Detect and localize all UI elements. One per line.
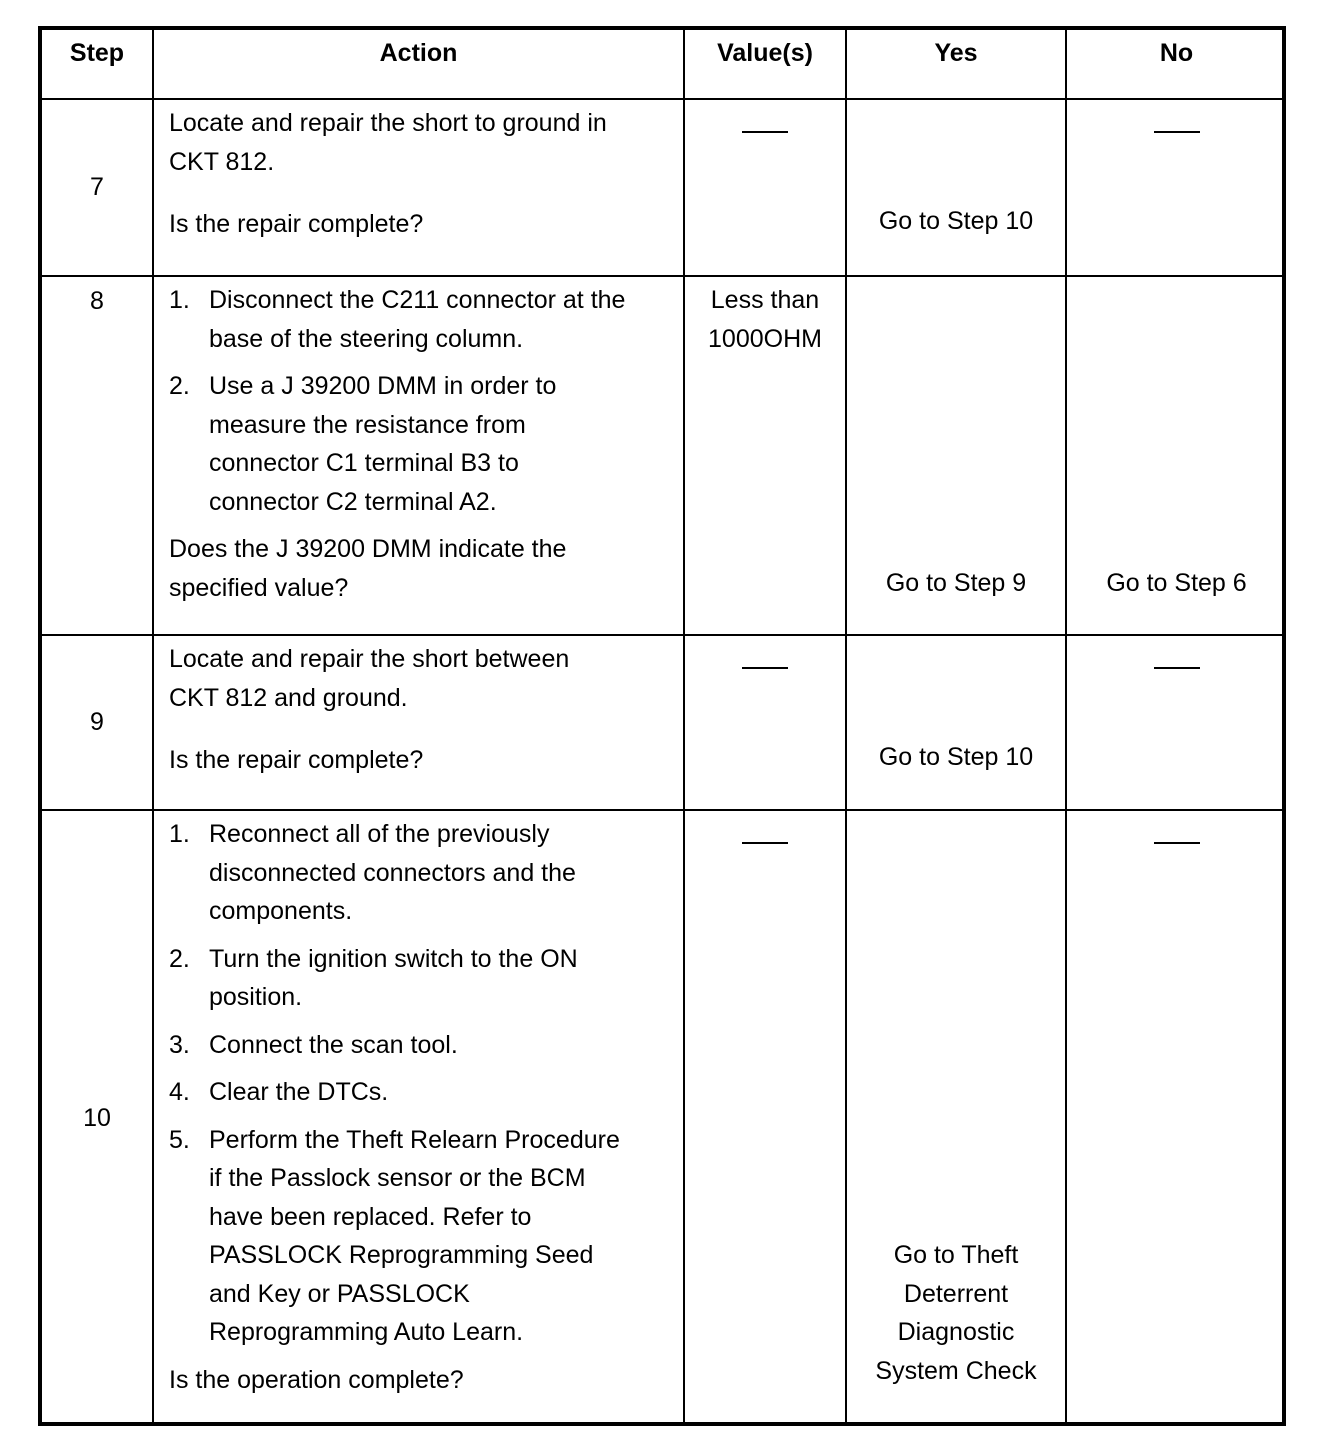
- yes-text: Go to Step 10: [878, 207, 1034, 235]
- action-question: Is the repair complete?: [169, 746, 424, 774]
- yes-cell: [847, 811, 1067, 1425]
- no-cell: [1067, 277, 1286, 636]
- value-cell: [685, 811, 847, 1425]
- action-line: CKT 812 and ground.: [169, 683, 408, 712]
- value-dash: [742, 131, 788, 133]
- yes-text: Go to Step 9: [885, 569, 1027, 597]
- action-line: Locate and repair the short between: [169, 645, 570, 673]
- list-item-line: Disconnect the C211 connector at the: [209, 286, 626, 314]
- list-item-line: components.: [209, 897, 353, 925]
- list-item-line: PASSLOCK Reprogramming Seed: [209, 1241, 594, 1269]
- yes-line: System Check: [875, 1356, 1037, 1385]
- list-item-line: disconnected connectors and the: [209, 858, 576, 887]
- step-number: 7: [42, 100, 154, 277]
- yes-line: Diagnostic: [897, 1318, 1015, 1346]
- value-cell: [685, 277, 847, 636]
- list-item-number: 2.: [169, 372, 190, 400]
- step-number: 10: [42, 811, 154, 1425]
- value-cell: [685, 100, 847, 277]
- value-dash: [742, 667, 788, 669]
- list-item: [169, 940, 673, 1017]
- list-item-line: Use a J 39200 DMM in order to: [209, 372, 557, 400]
- no-dash: [1154, 842, 1200, 844]
- yes-line: Deterrent: [903, 1279, 1009, 1308]
- yes-line: Go to Theft: [893, 1241, 1019, 1269]
- action-question-line: Does the J 39200 DMM indicate the: [169, 535, 567, 563]
- list-item-line: Reconnect all of the previously: [209, 820, 550, 848]
- list-item: [169, 1073, 673, 1112]
- list-item-line: Connect the scan tool.: [209, 1030, 458, 1059]
- yes-text: Go to Step 10: [878, 743, 1034, 771]
- no-dash: [1154, 131, 1200, 133]
- header-no: No: [1067, 30, 1286, 100]
- header-values: Value(s): [685, 30, 847, 100]
- list-item-line: connector C2 terminal A2.: [209, 487, 497, 516]
- step-number: 8: [42, 277, 154, 636]
- list-item-line: if the Passlock sensor or the BCM: [209, 1164, 586, 1192]
- list-item: [169, 1121, 673, 1352]
- action-question-line: specified value?: [169, 573, 349, 602]
- list-item-number: 1.: [169, 820, 190, 848]
- action-line: CKT 812.: [169, 147, 275, 176]
- header-yes: Yes: [847, 30, 1067, 100]
- no-dash: [1154, 667, 1200, 669]
- yes-cell: [847, 636, 1067, 811]
- list-item-line: have been replaced. Refer to: [209, 1202, 532, 1231]
- action-cell: [154, 636, 685, 811]
- action-cell: [154, 811, 685, 1425]
- no-text: Go to Step 6: [1106, 569, 1247, 597]
- value-cell: [685, 636, 847, 811]
- header-action: Action: [154, 30, 685, 100]
- step-number: 9: [42, 636, 154, 811]
- list-item-line: base of the steering column.: [209, 324, 524, 353]
- list-item-number: 1.: [169, 286, 190, 314]
- list-item-line: connector C1 terminal B3 to: [209, 449, 519, 477]
- yes-text-block: [847, 1236, 1065, 1390]
- list-item-number: 3.: [169, 1030, 190, 1059]
- value-dash: [742, 842, 788, 844]
- action-cell: [154, 100, 685, 277]
- action-question: Is the operation complete?: [169, 1365, 464, 1394]
- value-line: Less than: [710, 286, 820, 314]
- list-item-number: 5.: [169, 1125, 190, 1154]
- list-item-number: 4.: [169, 1078, 190, 1106]
- list-item-line: Turn the ignition switch to the ON: [209, 944, 578, 973]
- no-cell: [1067, 636, 1286, 811]
- list-item: [169, 367, 673, 521]
- action-question: Is the repair complete?: [169, 210, 424, 238]
- action-cell: [154, 277, 685, 636]
- list-item: [169, 281, 673, 358]
- no-cell: [1067, 811, 1286, 1425]
- list-item-line: Reprogramming Auto Learn.: [209, 1318, 524, 1346]
- header-step: Step: [42, 30, 154, 100]
- action-line: Locate and repair the short to ground in: [169, 109, 607, 137]
- value-line: 1000OHM: [708, 324, 822, 353]
- list-item-line: Perform the Theft Relearn Procedure: [209, 1125, 620, 1154]
- list-item-line: measure the resistance from: [209, 410, 526, 439]
- list-item-line: and Key or PASSLOCK: [209, 1279, 470, 1308]
- list-item-line: Clear the DTCs.: [209, 1078, 389, 1106]
- no-cell: [1067, 100, 1286, 277]
- list-item: [169, 1026, 673, 1065]
- list-item: [169, 815, 673, 931]
- list-item-number: 2.: [169, 944, 190, 973]
- list-item-line: position.: [209, 983, 303, 1011]
- diagnostic-table: [38, 26, 1286, 1426]
- yes-cell: [847, 277, 1067, 636]
- yes-cell: [847, 100, 1067, 277]
